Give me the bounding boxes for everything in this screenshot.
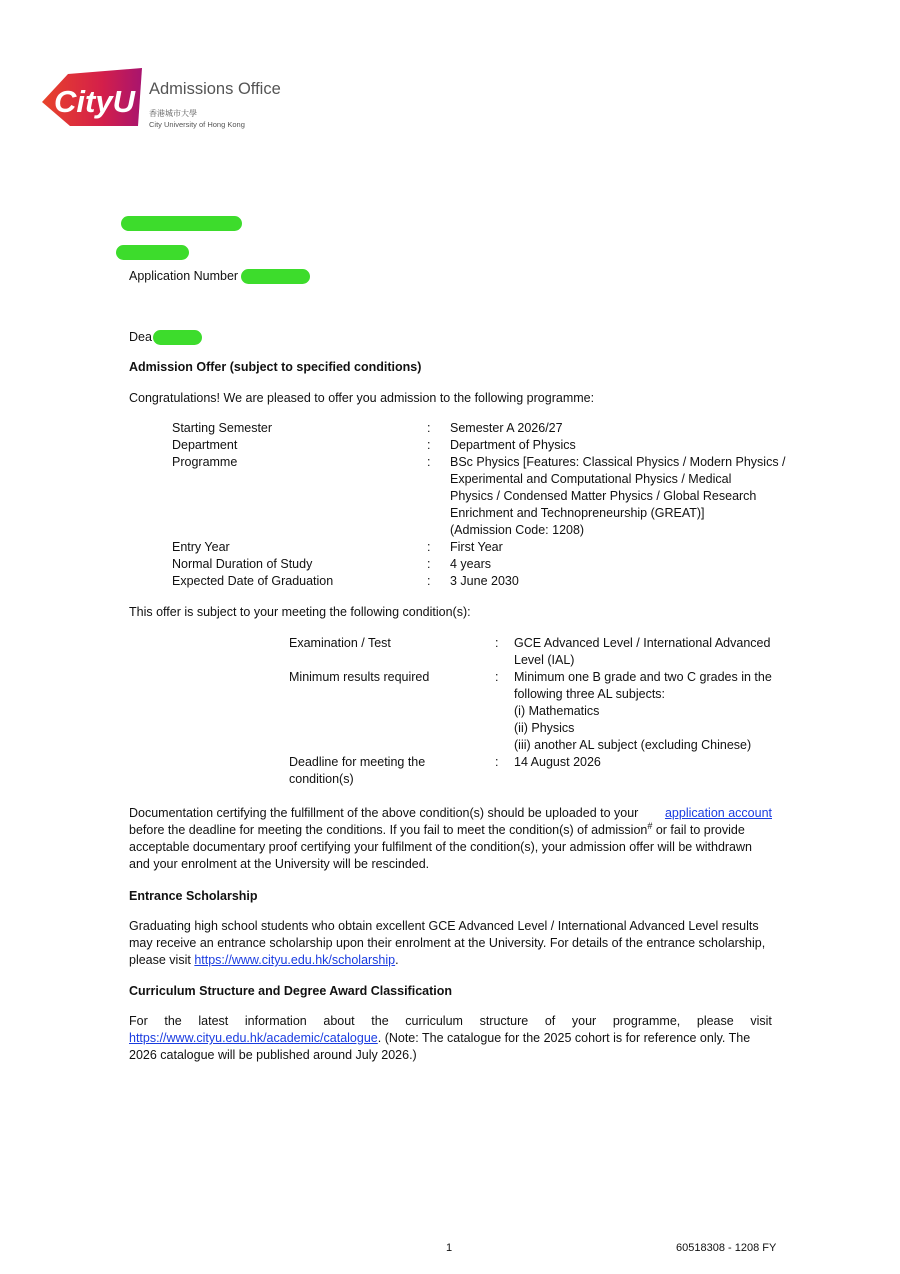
condition-label: Examination / Test xyxy=(289,636,391,650)
curriculum-paragraph: For the latest information about the curriculum structure of your programme, please visit https://www.cityu.edu.hk/academic/catalogue. (Note: The catalogue for the 2025 cohort is for reference only. The 2026 catalogue will be published around July 2026.) xyxy=(129,1014,772,1062)
curriculum-word: latest xyxy=(198,1014,229,1028)
detail-label: Starting Semester xyxy=(172,421,273,435)
condition-colon: : xyxy=(495,670,499,684)
detail-label: Programme xyxy=(172,455,238,469)
doc-line: before the deadline for meeting the conditions. If you fail to meet the condition(s) of admission# or fail to provide xyxy=(129,820,745,837)
detail-label: Department xyxy=(172,438,238,452)
scholarship-heading: Entrance Scholarship xyxy=(129,889,258,903)
curriculum-word: about xyxy=(323,1014,355,1028)
detail-label: Normal Duration of Study xyxy=(172,557,313,571)
university-chinese-name: 香港城市大學 xyxy=(149,109,197,118)
detail-value: BSc Physics [Features: Classical Physics / Modern Physics / Experimental and Computational Physics / Medical Physics / Condensed Matter Physics / Global Research Enrichment and Technopreneurship (GREAT)] (Admission Code: 1208) xyxy=(450,455,786,537)
curriculum-word: your xyxy=(571,1014,597,1028)
detail-colon: : xyxy=(427,540,431,554)
application-account-link[interactable]: application account xyxy=(664,806,772,820)
detail-colon: : xyxy=(427,574,431,588)
condition-label: Deadline for meeting the condition(s) xyxy=(289,755,426,786)
condition-colon: : xyxy=(495,636,499,650)
curriculum-word: curriculum xyxy=(405,1014,463,1028)
detail-value: 4 years xyxy=(450,557,491,571)
curriculum-word: structure xyxy=(479,1014,529,1028)
office-title: Admissions Office xyxy=(149,80,281,98)
detail-colon: : xyxy=(427,421,431,435)
condition-value: Minimum one B grade and two C grades in the following three AL subjects: (i) Mathematics (ii) Physics (iii) another AL subject (excluding Chinese) xyxy=(514,670,772,752)
detail-label: Expected Date of Graduation xyxy=(172,574,334,588)
page-number: 1 xyxy=(446,1242,453,1254)
redacted-address xyxy=(116,245,189,260)
detail-value: Department of Physics xyxy=(450,438,576,452)
documentation-paragraph xyxy=(129,805,772,873)
catalogue-link[interactable]: https://www.cityu.edu.hk/academic/catalogue xyxy=(129,1031,378,1045)
offer-intro: Congratulations! We are pleased to offer you admission to the following programme: xyxy=(129,391,595,405)
condition-colon: : xyxy=(495,755,499,769)
doc-line: acceptable documentary proof certifying your fulfilment of the condition(s), your admission offer will be withdrawn xyxy=(129,840,752,854)
redacted-application-number xyxy=(241,269,310,284)
cityu-logo xyxy=(40,64,285,134)
detail-label: Entry Year xyxy=(172,540,230,554)
redacted-salutation-name xyxy=(153,330,202,345)
scholarship-paragraph: Graduating high school students who obtain excellent GCE Advanced Level / International Advanced Level results may receive an entrance scholarship upon their enrolment at the University. For details of the entrance scholarship, please visit https://www.cityu.edu.hk/scholarship. xyxy=(129,919,766,967)
condition-value: GCE Advanced Level / International Advanced Level (IAL) xyxy=(514,636,771,667)
logo-text: CityU xyxy=(54,84,135,119)
condition-label: Minimum results required xyxy=(289,670,430,684)
detail-colon: : xyxy=(427,438,431,452)
document-reference: 60518308 - 1208 FY xyxy=(676,1242,777,1254)
detail-value: Semester A 2026/27 xyxy=(450,421,563,435)
curriculum-line xyxy=(129,1013,772,1030)
curriculum-word: information xyxy=(244,1014,307,1028)
detail-value: First Year xyxy=(450,540,503,554)
conditions-intro: This offer is subject to your meeting the following condition(s): xyxy=(129,605,471,619)
detail-colon: : xyxy=(427,455,431,469)
curriculum-word: of xyxy=(544,1014,556,1028)
doc-line: and your enrolment at the University will be rescinded. xyxy=(129,857,430,871)
curriculum-word: the xyxy=(164,1014,182,1028)
curriculum-word: programme, xyxy=(612,1014,681,1028)
curriculum-heading: Curriculum Structure and Degree Award Classification xyxy=(129,984,452,998)
salutation: Dea xyxy=(129,330,152,344)
detail-value: 3 June 2030 xyxy=(450,574,519,588)
cityu-logo-mark xyxy=(40,66,144,130)
redacted-name xyxy=(121,216,242,231)
doc-line: Documentation certifying the fulfillment of the above condition(s) should be uploaded to your application account xyxy=(129,806,772,820)
curriculum-word: please xyxy=(696,1014,734,1028)
curriculum-word: visit xyxy=(750,1014,772,1028)
university-english-name: City University of Hong Kong xyxy=(149,120,245,129)
curriculum-word: the xyxy=(371,1014,389,1028)
scholarship-link[interactable]: https://www.cityu.edu.hk/scholarship xyxy=(194,953,396,967)
condition-value: 14 August 2026 xyxy=(514,755,601,769)
offer-heading: Admission Offer (subject to specified conditions) xyxy=(129,360,422,374)
application-number-label: Application Number xyxy=(129,269,239,283)
curriculum-word: For xyxy=(129,1014,148,1028)
detail-colon: : xyxy=(427,557,431,571)
